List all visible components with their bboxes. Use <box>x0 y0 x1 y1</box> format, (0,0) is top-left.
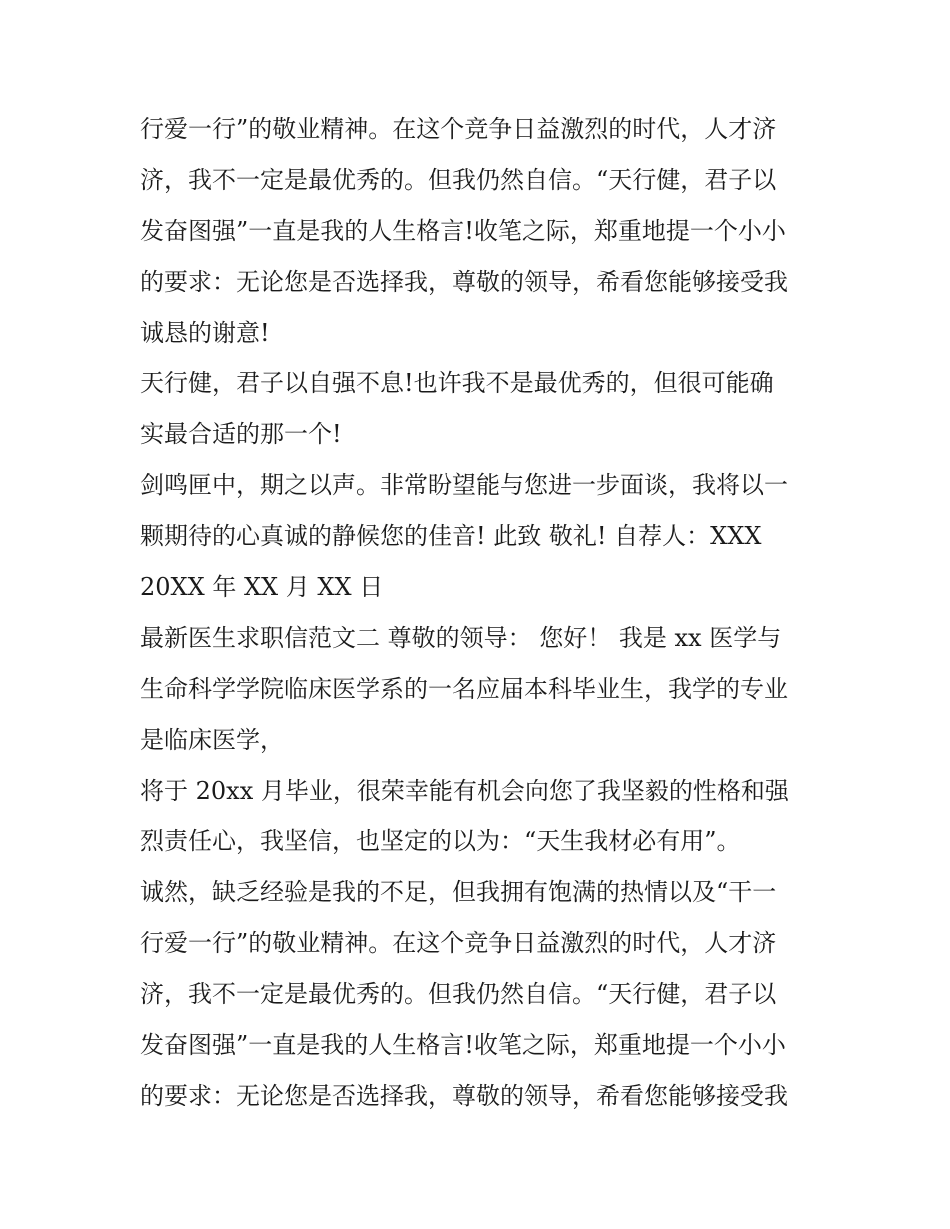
text-line: 济，我不一定是最优秀的。但我仍然自信。“天行健，君子以 <box>140 165 777 194</box>
text-line: 行爱一行”的敬业精神。在这个竞争日益激烈的时代，人才济 <box>140 115 777 143</box>
text-line: 诚恳的谢意! <box>140 318 270 347</box>
date-line: 20XX 年 XX 月 XX 日 <box>140 573 384 602</box>
text-line: 烈责任心，我坚信，也坚定的以为：“天生我材必有用”。 <box>140 827 741 856</box>
text-line: 将于 20xx 月毕业，很荣幸能有机会向您了我坚毅的性格和强 <box>140 776 789 805</box>
text-line: 的要求：无论您是否选择我，尊敬的领导，希看您能够接受我 <box>140 1081 788 1110</box>
text-line: 济，我不一定是最优秀的。但我仍然自信。“天行健，君子以 <box>140 980 777 1009</box>
text-line: 颗期待的心真诚的静候您的佳音! 此致 敬礼! 自荐人：XXX <box>140 522 762 551</box>
section-heading-line: 最新医生求职信范文二 尊敬的领导： 您好！ 我是 xx 医学与 <box>140 623 782 652</box>
text-line: 诚然，缺乏经验是我的不足，但我拥有饱满的热情以及“干一 <box>140 878 777 907</box>
text-line: 行爱一行”的敬业精神。在这个竞争日益激烈的时代，人才济 <box>140 929 777 958</box>
text-line: 发奋图强”一直是我的人生格言!收笔之际，郑重地提一个小小 <box>140 216 786 245</box>
text-line: 实最合适的那一个! <box>140 420 342 449</box>
text-line: 生命科学学院临床医学系的一名应届本科毕业生，我学的专业 <box>140 674 788 703</box>
text-line: 天行健，君子以自强不息!也许我不是最优秀的，但很可能确 <box>140 369 774 398</box>
text-line: 发奋图强”一直是我的人生格言!收笔之际，郑重地提一个小小 <box>140 1031 786 1060</box>
text-line: 是临床医学， <box>140 725 284 754</box>
body-text <box>140 104 820 1122</box>
text-line: 的要求：无论您是否选择我，尊敬的领导，希看您能够接受我 <box>140 267 788 296</box>
text-line: 剑鸣匣中，期之以声。非常盼望能与您进一步面谈，我将以一 <box>140 471 788 500</box>
